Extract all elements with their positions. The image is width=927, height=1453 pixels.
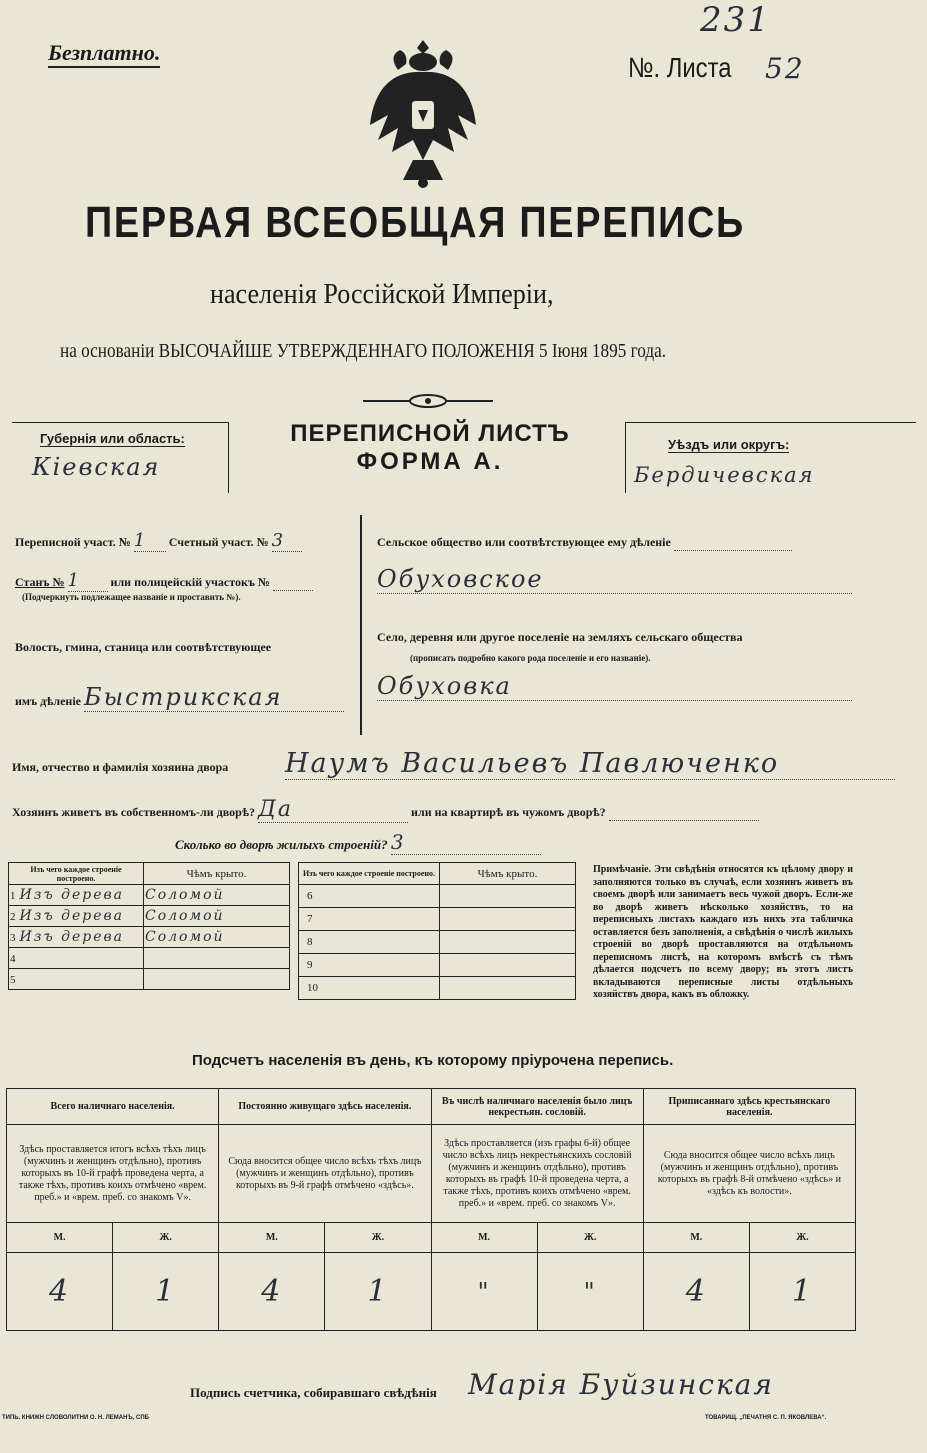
summary-value: 4 — [7, 1253, 113, 1331]
summary-title: Подсчетъ населенія въ день, къ которому пріурочена перепись. — [192, 1052, 674, 1069]
note-text: Примѣчаніе. Эти свѣдѣнія относятся къ цѣлому двору и заполняются только въ случаѣ, если хозяинъ живетъ въ своемъ дворѣ или занимаетъ весь чужой дворъ. Если-же во дворѣ живетъ нѣсколько хозяйствъ, то на переписныхъ листахъ каждаго изъ нихъ эта табличка оставляется безъ заполненія, а свѣдѣнія о числѣ жилыхъ строеній во дворѣ проставляются на отдѣльномъ переписномъ листѣ, на которомъ вмѣстѣ съ тѣмъ дѣлается подсчетъ по всему двору; въ этотъ листъ вкладываются переписные листы отдѣльныхъ хозяйствъ двора, какъ въ обложку. — [593, 864, 853, 1000]
volost-field: имъ дѣленіе Быстрикская — [15, 683, 344, 712]
village-value: Обуховка — [377, 672, 852, 701]
column-divider — [360, 515, 362, 735]
footer-left: ТИПЬ. КНИЖН СЛОВОЛИТНИ О. Н. ЛЕМАНЪ, СПБ — [2, 1415, 149, 1421]
summary-value: " — [537, 1253, 643, 1331]
form-title-box — [250, 420, 610, 494]
building-roof: Соломой — [144, 885, 290, 906]
buildings-table-left: Изъ чего каждое строеніе построено. Чѣмъ крыто. 1 Изъ дерева Соломой 2 Изъ дерева Соломой 3 Изъ дерева Соломой 4 5 — [8, 862, 290, 990]
double-headed-eagle-emblem — [368, 40, 478, 190]
zh-header: Ж. — [749, 1223, 855, 1253]
schetny-value: 3 — [272, 530, 302, 552]
summary-col3-head: Въ числѣ наличнаго населенія было лицъ некрестьян. сословій. — [431, 1089, 643, 1125]
owner-lives-field: Хозяинъ живетъ въ собственномъ-ли дворѣ? Да или на квартирѣ въ чужомъ дворѣ? — [12, 797, 759, 823]
building-material: Изъ дерева — [19, 929, 125, 945]
ornament-divider — [363, 393, 493, 409]
signature-value: Марія Буйзинская — [468, 1368, 774, 1401]
page-title: ПЕРВАЯ ВСЕОБЩАЯ ПЕРЕПИСЬ — [85, 198, 745, 247]
summary-table — [6, 1088, 856, 1331]
uezd-box — [625, 422, 916, 493]
volost-value: Быстрикская — [84, 683, 344, 712]
buildings-value: 3 — [391, 830, 541, 855]
owner-lives-value: Да — [258, 797, 408, 823]
perepis-uchastok-field: Переписной участ. № 1 Счетный участ. № 3 — [15, 530, 302, 552]
zh-header: Ж. — [537, 1223, 643, 1253]
summary-col2-head: Постоянно живущаго здѣсь населенія. — [219, 1089, 431, 1125]
archive-number: 231 — [700, 0, 771, 40]
m-header: М. — [7, 1223, 113, 1253]
society-value: Обуховское — [377, 565, 852, 594]
uezd-label: Уѣздъ или округъ: — [668, 437, 790, 452]
underline-note: (Подчеркнуть подлежащее названіе и проставить №). — [22, 592, 241, 602]
perepis-uchastok-value: 1 — [134, 530, 166, 552]
gubernia-box — [12, 422, 229, 493]
free-label: Безплатно. — [48, 40, 160, 68]
owner-name-field: Имя, отчество и фамилія хозяина двора — [12, 760, 229, 774]
summary-col3-desc: Здѣсь проставляется (изъ графы 6-й) общее число всѣхъ лицъ некрестьянскихъ сословій (мужчинъ и женщинъ отдѣльно), противъ которыхъ въ графѣ 10-й проведена черта, а также тѣхъ, противъ коихъ отмѣчено «врем. преб.» и «врем. преб. со знакомъ V». — [431, 1125, 643, 1223]
village-label: Село, деревня или другое поселеніе на земляхъ сельскаго общества — [377, 630, 743, 644]
uezd-value: Бердичевская — [634, 463, 815, 487]
summary-value: 1 — [749, 1253, 855, 1331]
summary-col1-head: Всего наличнаго населенія. — [7, 1089, 219, 1125]
summary-col4-head: Приписаннаго здѣсь крестьянскаго населенія. — [643, 1089, 855, 1125]
col-roof-header-right: Чѣмъ крыто. — [440, 863, 576, 885]
village-note: (прописать подробно какого рода поселеніе и его названіе). — [410, 653, 651, 663]
legal-basis: на основаніи ВЫСОЧАЙШЕ УТВЕРЖДЕННАГО ПОЛОЖЕНІЯ 5 Іюня 1895 года. — [60, 340, 667, 362]
summary-value: 4 — [219, 1253, 325, 1331]
form-subtitle: ФОРМА А. — [356, 448, 504, 475]
owner-name-value: Наумъ Васильевъ Павлюченко — [285, 748, 895, 780]
gubernia-label: Губернія или область: — [40, 431, 185, 446]
m-header: М. — [431, 1223, 537, 1253]
summary-col4-desc: Сюда вносится общее число всѣхъ лицъ (мужчинъ и женщинъ отдѣльно), противъ которыхъ въ графѣ 8-й отмѣчено «здѣсь» и «здѣсь къ волости». — [643, 1125, 855, 1223]
page-subtitle: населенія Россійской Имперіи, — [210, 278, 554, 310]
zh-header: Ж. — [325, 1223, 431, 1253]
summary-value: 1 — [325, 1253, 431, 1331]
summary-value: " — [431, 1253, 537, 1331]
m-header: М. — [219, 1223, 325, 1253]
buildings-field: Сколько во дворѣ жилыхъ строеній? 3 — [175, 830, 541, 855]
building-material: Изъ дерева — [19, 887, 125, 903]
col-material-header-right: Изъ чего каждое строеніе построено. — [299, 863, 440, 885]
m-header: М. — [643, 1223, 749, 1253]
volost-label: Волость, гмина, станица или соотвѣтствующее — [15, 640, 272, 654]
building-roof: Соломой — [144, 927, 290, 948]
col-roof-header: Чѣмъ крыто. — [144, 863, 290, 885]
summary-col2-desc: Сюда вносится общее число всѣхъ тѣхъ лицъ (мужчинъ и женщинъ отдѣльно), противъ которыхъ въ 9-й графѣ отмѣчено «здѣсь». — [219, 1125, 431, 1223]
building-material: Изъ дерева — [19, 908, 125, 924]
summary-value: 4 — [643, 1253, 749, 1331]
form-title: ПЕРЕПИСНОЙ ЛИСТЪ — [290, 420, 570, 447]
stan-value: 1 — [68, 570, 108, 592]
sheet-label: №. Листа — [628, 52, 732, 83]
building-roof: Соломой — [144, 906, 290, 927]
col-material-header: Изъ чего каждое строеніе построено. — [9, 863, 144, 885]
summary-col1-desc: Здѣсь проставляется итогъ всѣхъ тѣхъ лицъ (мужчинъ и женщинъ отдѣльно), противъ которыхъ въ 10-й графѣ проведена черта, а также тѣхъ, противъ коихъ отмѣчено «врем. преб.» и «врем. преб. со знакомъ V». — [7, 1125, 219, 1223]
footer-right: ТОВАРИЩ. „ПЕЧАТНЯ С. П. ЯКОВЛЕВА“. — [705, 1415, 827, 1421]
buildings-table-right: Изъ чего каждое строеніе построено. Чѣмъ крыто. 6 7 8 9 10 — [298, 862, 576, 1000]
zh-header: Ж. — [113, 1223, 219, 1253]
summary-value: 1 — [113, 1253, 219, 1331]
stan-field: Станъ № 1 или полицейскій участокъ № — [15, 570, 313, 592]
society-field: Сельское общество или соотвѣтствующее ему дѣленіе — [377, 535, 792, 551]
sheet-number: 52 — [765, 52, 805, 85]
gubernia-value: Кіевская — [32, 453, 161, 481]
signature-label: Подпись счетчика, собиравшаго свѣдѣнія — [190, 1385, 437, 1400]
